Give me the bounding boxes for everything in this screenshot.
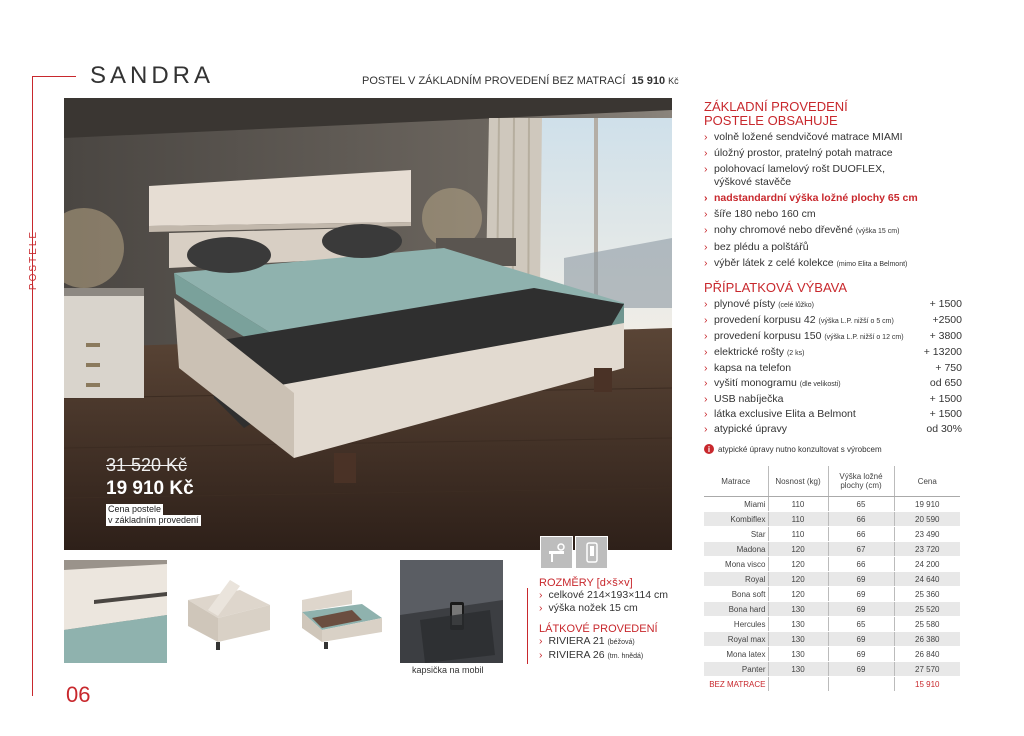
basic-heading-line2: POSTELE OBSAHUJE [704,113,838,128]
dimensions-section [527,577,668,663]
gas-piston-icon [540,536,573,569]
table-row: Kombiflex 110 66 20 590 [704,512,960,527]
section-label: POSTELE [27,229,39,291]
extras-note-text: atypické úpravy nutno konzultovat s výrobcem [718,444,882,454]
extra-price: + 1500 [929,298,962,310]
extras-heading: PŘÍPLATKOVÁ VÝBAVA [704,280,848,295]
extra-item: › vyšití monogramu (dle velikosti) od 650 [704,377,962,389]
usb-phone-icon [575,536,608,569]
thumbnail-caption: kapsička na mobil [412,665,484,675]
feature-item: › šíře 180 nebo 160 cm [704,208,816,220]
extra-item: › plynové písty (celé lůžko) + 1500 [704,298,962,310]
price-note-line1: Cena postele [108,504,162,514]
extra-price: + 13200 [923,346,962,358]
subtitle-currency: Kč [668,76,679,86]
table-body [704,497,960,692]
basic-heading-line1: ZÁKLADNÍ PROVEDENÍ [704,99,848,114]
subtitle-price: 15 910 [631,75,666,87]
extra-item: › kapsa na telefon + 750 [704,362,962,374]
table-row: Panter 130 69 27 570 [704,662,960,677]
price-note-line2: v základním provedení [108,515,199,525]
fabric-heading: LÁTKOVÉ PROVEDENÍ [539,623,658,635]
feature-item: › nohy chromové nebo dřevěné (výška 15 cm) [704,224,900,236]
feature-item: › výběr látek z celé kolekce (mimo Elita a Belmont) [704,257,908,269]
product-title: SANDRA [90,62,215,89]
table-header: Nosnost (kg) [768,466,828,497]
dimension-item: › výška nožek 15 cm [539,602,638,614]
table-row: Royal 120 69 24 640 [704,572,960,587]
fabric-item: › RIVIERA 21 (béžová) [539,635,635,647]
table-row: Bona soft 120 69 25 360 [704,587,960,602]
extras-section [704,281,962,454]
extra-price: od 650 [929,377,962,389]
thumbnail-phone-pocket [400,560,503,663]
table-header: Matrace [704,466,768,497]
rail-top-line [32,76,76,77]
extra-price: + 750 [935,362,962,374]
extra-item: › látka exclusive Elita a Belmont + 1500 [704,408,962,420]
feature-item: › úložný prostor, pratelný potah matrace [704,147,893,159]
extra-item: › elektrické rošty (2 ks) + 13200 [704,346,962,358]
feature-item: › bez plédu a polštářů [704,241,809,253]
table-row: Royal max 130 69 26 380 [704,632,960,647]
table-footer-row: BEZ MATRACE 15 910 [704,677,960,692]
table-header: Cena [894,466,960,497]
table-row: Madona 120 67 23 720 [704,542,960,557]
feature-item: › polohovací lamelový rošt DUOFLEX, výškové stavěče [704,163,885,188]
table-row: Hercules 130 65 25 580 [704,617,960,632]
extra-price: + 1500 [929,393,962,405]
info-icon: i [704,444,714,454]
thumbnail-headboard-detail [64,560,167,663]
table-row: Bona hard 130 69 25 520 [704,602,960,617]
basic-features-section [704,100,962,271]
thumbnail-storage-open [180,560,275,663]
extra-price: od 30% [926,423,962,435]
fabric-item: › RIVIERA 26 (tm. hnědá) [539,649,644,661]
page-number: 06 [66,682,91,707]
thumbnail-bed-front [292,560,387,663]
extra-price: + 3800 [929,330,962,342]
table-row: Mona latex 130 69 26 840 [704,647,960,662]
old-price: 31 520 Kč [106,455,188,475]
dimensions-heading: ROZMĚRY [d×š×v] [539,577,633,589]
extra-item: › provedení korpusu 42 (výška L.P. nižší o 5 cm) +2500 [704,314,962,326]
table-row: Star 110 66 23 490 [704,527,960,542]
price-note [106,504,201,526]
table-row: Miami 110 65 19 910 [704,497,960,512]
extra-item: › provedení korpusu 150 (výška L.P. nižší o 12 cm) + 3800 [704,330,962,342]
dimension-item: › celkové 214×193×114 cm [539,589,668,601]
feature-item: › volně ložené sendvičové matrace MIAMI [704,131,903,143]
product-subtitle [362,75,679,87]
new-price: 19 910 Kč [106,478,194,499]
rail-vertical-line [32,76,33,696]
extras-note [704,444,962,454]
price-table [704,466,960,692]
extra-item: › atypické úpravy od 30% [704,423,962,435]
feature-item-highlight: › nadstandardní výška ložné plochy 65 cm [704,192,918,204]
price-table-wrap [704,466,960,692]
subtitle-text: POSTEL V ZÁKLADNÍM PROVEDENÍ BEZ MATRACÍ [362,75,626,87]
extra-price: + 1500 [929,408,962,420]
extra-price: +2500 [932,314,962,326]
table-header: Výška ložné plochy (cm) [828,466,894,497]
price-box [106,455,201,526]
table-row: Mona visco 120 66 24 200 [704,557,960,572]
extra-item: › USB nabíječka + 1500 [704,393,962,405]
